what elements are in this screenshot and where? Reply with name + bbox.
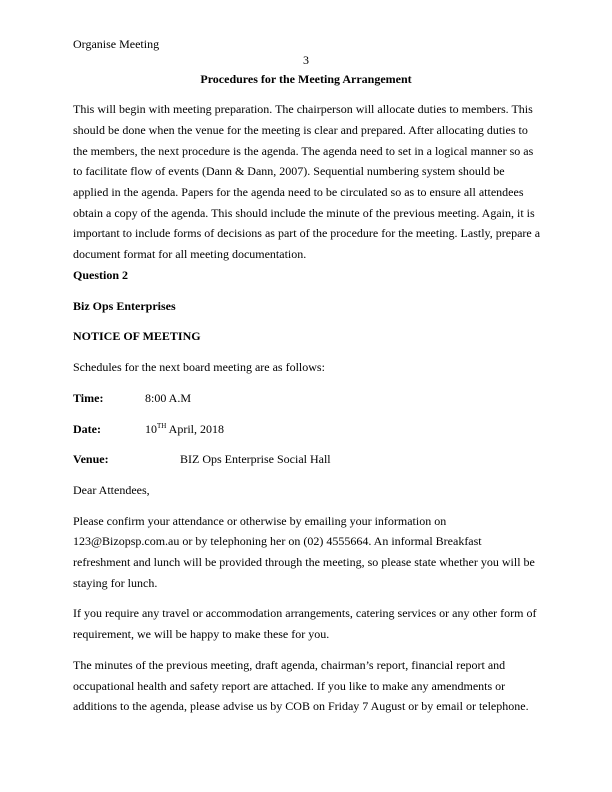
paragraph-line: If you require any travel or accommodation arrangements, catering services or any other form of (73, 606, 537, 620)
paragraph-line: Please confirm your attendance or otherwise by emailing your information on (73, 514, 447, 528)
date-value (145, 422, 224, 437)
paragraph-line: requirement, we will be happy to make these for you. (73, 627, 330, 641)
schedule-intro: Schedules for the next board meeting are as follows: (73, 360, 325, 374)
date-label: Date: (73, 422, 101, 436)
paragraph-line: important to include forms of decisions as part of the procedure for the meeting. Lastly, prepare a (73, 226, 541, 240)
section-title: Procedures for the Meeting Arrangement (200, 72, 412, 86)
paragraph-line: the members, the next procedure is the agenda. The agenda need to set in a logical manner so as (73, 144, 534, 158)
paragraph-line: 123@Bizopsp.com.au or by telephoning her on (02) 4555664. An informal Breakfast (73, 534, 482, 548)
paragraph-line: refreshment and lunch will be provided through the meeting, so please state whether you will be (73, 555, 535, 569)
venue-value: BIZ Ops Enterprise Social Hall (180, 452, 331, 466)
paragraph-line: document format for all meeting documentation. (73, 247, 307, 261)
date-month-year: April, 2018 (166, 422, 225, 436)
question-heading: Question 2 (73, 268, 129, 282)
running-head: Organise Meeting (73, 37, 160, 51)
paragraph-line: applied in the agenda. Papers for the agenda need to be circulated so as to ensure all attendees (73, 185, 524, 199)
time-label: Time: (73, 391, 104, 405)
paragraph-line: obtain a copy of the agenda. This should include the minute of the previous meeting. Again, it is (73, 206, 535, 220)
paragraph-line: additions to the agenda, please advise us by COB on Friday 7 August or by email or telephone. (73, 699, 529, 713)
salutation: Dear Attendees, (73, 483, 150, 497)
page-number: 3 (303, 53, 309, 67)
paragraph-line: should be done when the venue for the meeting is clear and prepared. After allocating duties to (73, 123, 528, 137)
paragraph-line: This will begin with meeting preparation. The chairperson will allocate duties to members. This (73, 102, 533, 116)
notice-heading: NOTICE OF MEETING (73, 329, 201, 343)
time-value: 8:00 A.M (145, 391, 192, 405)
paragraph-line: occupational health and safety report are attached. If you like to make any amendments or (73, 679, 506, 693)
paragraph-line: staying for lunch. (73, 576, 158, 590)
paragraph-line: The minutes of the previous meeting, draft agenda, chairman’s report, financial report and (73, 658, 506, 672)
company-name: Biz Ops Enterprises (73, 299, 176, 313)
date-ordinal-suffix: TH (157, 422, 167, 430)
paragraph-line: to facilitate flow of events (Dann & Dann, 2007). Sequential numbering system should be (73, 164, 505, 178)
venue-label: Venue: (73, 452, 109, 466)
date-day: 10 (145, 422, 157, 436)
